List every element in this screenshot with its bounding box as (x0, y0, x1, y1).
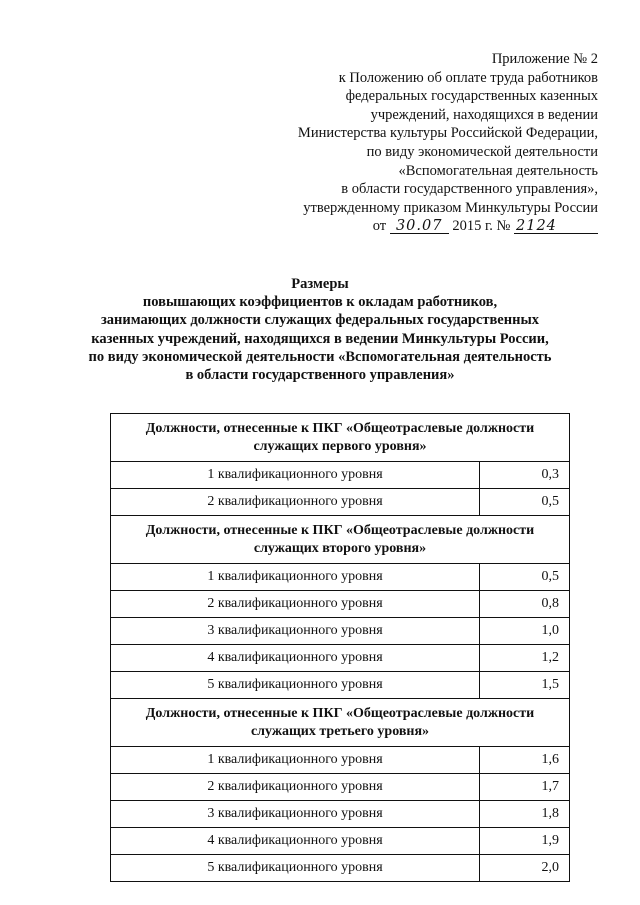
qualification-level: 1 квалификационного уровня (111, 462, 480, 489)
coefficient-value: 0,3 (480, 462, 570, 489)
coefficient-value: 0,5 (480, 564, 570, 591)
year-text: 2015 г. № (452, 218, 511, 235)
group-header-line: Должности, отнесенные к ПКГ «Общеотраслевые должности (145, 706, 535, 721)
qualification-level: 1 квалификационного уровня (111, 564, 480, 591)
qualification-level: 3 квалификационного уровня (111, 618, 480, 645)
appendix-header (298, 50, 598, 236)
group-header-row (111, 414, 570, 462)
table-row (111, 672, 570, 699)
handwritten-order-number: 2124 (514, 219, 598, 234)
coefficient-value: 0,5 (480, 489, 570, 516)
group-header (111, 516, 570, 564)
group-header-row (111, 516, 570, 564)
table-row (111, 564, 570, 591)
coefficient-value: 1,8 (480, 801, 570, 828)
header-line: по виду экономической деятельности (366, 143, 598, 160)
header-line: федеральных государственных казенных (345, 88, 598, 105)
group-header-line: служащих второго уровня» (253, 541, 427, 556)
coefficients-table (110, 413, 570, 882)
group-header (111, 699, 570, 747)
handwritten-date: 30.07 (390, 219, 449, 234)
order-date-line (298, 217, 598, 236)
qualification-level: 5 квалификационного уровня (111, 855, 480, 882)
group-header-line: служащих третьего уровня» (250, 724, 430, 739)
document-title (60, 275, 580, 384)
coefficient-value: 1,9 (480, 828, 570, 855)
group-header-line: Должности, отнесенные к ПКГ «Общеотраслевые должности (145, 421, 535, 436)
qualification-level: 4 квалификационного уровня (111, 828, 480, 855)
header-line: утвержденному приказом Минкультуры России (303, 199, 598, 216)
table-row (111, 747, 570, 774)
appendix-number: Приложение № 2 (491, 51, 598, 67)
table-row (111, 462, 570, 489)
title-line: казенных учреждений, находящихся в ведении Минкультуры России, (91, 330, 549, 347)
group-header-row (111, 699, 570, 747)
table-row (111, 801, 570, 828)
header-line: «Вспомогательная деятельность (398, 162, 598, 179)
header-line: в области государственного управления», (341, 181, 598, 198)
title-line: по виду экономической деятельности «Вспомогательная деятельность (88, 348, 552, 365)
group-header-line: Должности, отнесенные к ПКГ «Общеотраслевые должности (145, 523, 535, 538)
group-header-line: служащих первого уровня» (253, 439, 427, 454)
table-row (111, 774, 570, 801)
coefficient-value: 1,0 (480, 618, 570, 645)
coefficient-value: 1,6 (480, 747, 570, 774)
coefficient-value: 1,7 (480, 774, 570, 801)
table-row (111, 618, 570, 645)
qualification-level: 2 квалификационного уровня (111, 774, 480, 801)
table-row (111, 645, 570, 672)
qualification-level: 1 квалификационного уровня (111, 747, 480, 774)
header-line: Министерства культуры Российской Федерации, (297, 125, 598, 142)
table-row (111, 855, 570, 882)
coefficient-value: 2,0 (480, 855, 570, 882)
title-line: повышающих коэффициентов к окладам работников, (142, 294, 498, 311)
header-line: учреждений, находящихся в ведении (370, 106, 598, 123)
title-line: в области государственного управления» (185, 367, 455, 384)
title-line: занимающих должности служащих федеральных государственных (100, 312, 540, 329)
group-header (111, 414, 570, 462)
table-row (111, 591, 570, 618)
qualification-level: 4 квалификационного уровня (111, 645, 480, 672)
coefficient-value: 1,5 (480, 672, 570, 699)
table-row (111, 489, 570, 516)
title-line: Размеры (291, 276, 349, 292)
qualification-level: 3 квалификационного уровня (111, 801, 480, 828)
coefficient-value: 0,8 (480, 591, 570, 618)
qualification-level: 2 квалификационного уровня (111, 591, 480, 618)
coefficient-value: 1,2 (480, 645, 570, 672)
header-line: к Положению об оплате труда работников (338, 69, 598, 86)
date-prefix: от (372, 218, 387, 235)
table-row (111, 828, 570, 855)
qualification-level: 2 квалификационного уровня (111, 489, 480, 516)
qualification-level: 5 квалификационного уровня (111, 672, 480, 699)
